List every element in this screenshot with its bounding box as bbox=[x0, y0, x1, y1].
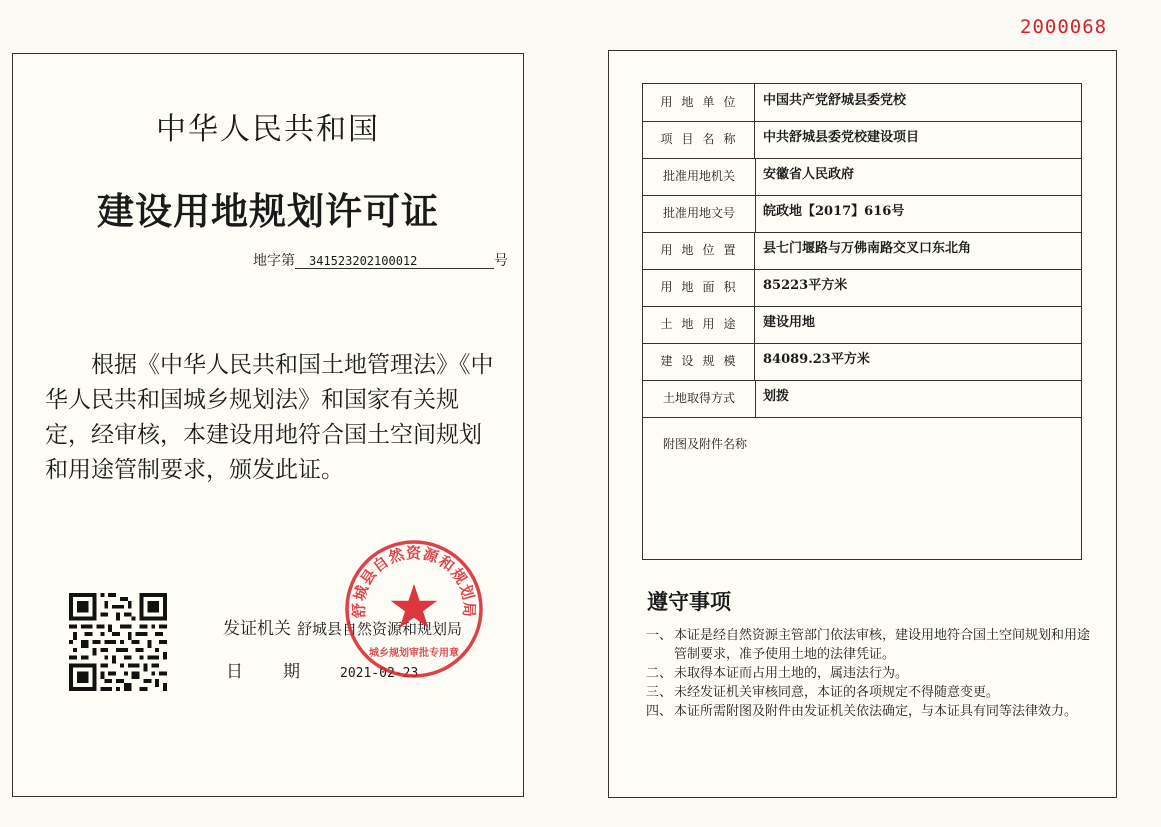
table-row bbox=[643, 380, 1081, 418]
rule-number: 一、 bbox=[646, 628, 673, 643]
issuer-label: 发证机关 bbox=[223, 619, 291, 639]
rules-list bbox=[646, 626, 1101, 721]
rules-title: 遵守事项 bbox=[647, 590, 731, 614]
row-value: 县七门堰路与万佛南路交叉口东北角 bbox=[763, 241, 972, 256]
certificate-body-text: 根据《中华人民共和国土地管理法》《中华人民共和国城乡规划法》和国家有关规定，经审核，本建设用地符合国土空间规划和用途管制要求，颁发此证。 bbox=[45, 352, 494, 483]
rule-text: 本证所需附图及附件由发证机关依法确定，与本证具有同等法律效力。 bbox=[674, 704, 1078, 719]
rule-text: 本证是经自然资源主管部门依法审核，建设用地符合国土空间规划和用途管制要求，准予使用土地的法律凭证。 bbox=[674, 628, 1091, 662]
row-label: 用地面积 bbox=[643, 269, 755, 306]
official-seal-icon bbox=[339, 534, 489, 684]
row-value: 建设用地 bbox=[763, 315, 816, 330]
list-item bbox=[646, 702, 1101, 721]
row-label: 土地取得方式 bbox=[643, 380, 756, 417]
rule-number: 三、 bbox=[646, 685, 673, 700]
certificate-details-panel bbox=[608, 50, 1117, 798]
table-row bbox=[643, 158, 1081, 196]
certificate-number-suffix: 号 bbox=[494, 253, 508, 269]
row-value: 中国共产党舒城县委党校 bbox=[763, 93, 907, 108]
date-label: 日期 bbox=[226, 662, 340, 682]
list-item bbox=[646, 626, 1101, 664]
country-name: 中华人民共和国 bbox=[156, 112, 380, 147]
attachments-label: 附图及附件名称 bbox=[663, 437, 748, 451]
row-value: 84089.23平方米 bbox=[763, 352, 870, 367]
row-label: 项目名称 bbox=[643, 121, 755, 158]
rule-text: 未经发证机关审核同意，本证的各项规定不得随意变更。 bbox=[674, 685, 1000, 700]
row-value: 划拨 bbox=[763, 389, 790, 404]
info-table bbox=[642, 83, 1082, 560]
table-row bbox=[643, 84, 1081, 122]
certificate-title: 建设用地规划许可证 bbox=[97, 190, 439, 233]
row-value: 安徽省人民政府 bbox=[763, 167, 855, 182]
row-value: 皖政地【2017】616号 bbox=[763, 204, 905, 219]
certificate-number bbox=[253, 250, 508, 270]
serial-number: 2000068 bbox=[1020, 16, 1108, 38]
certificate-front-panel bbox=[12, 53, 524, 797]
list-item bbox=[646, 683, 1101, 702]
row-value: 85223平方米 bbox=[763, 278, 848, 293]
table-row bbox=[643, 269, 1081, 307]
date-value: 2021-02-23 bbox=[340, 666, 419, 681]
table-row bbox=[643, 195, 1081, 233]
seal-outer-text: 舒城县自然资源和规划局 bbox=[349, 544, 479, 619]
issuer-value: 舒城县自然资源和规划局 bbox=[297, 620, 463, 638]
row-value: 中共舒城县委党校建设项目 bbox=[763, 130, 920, 145]
row-label: 建设规模 bbox=[643, 343, 755, 380]
rule-text: 未取得本证而占用土地的，属违法行为。 bbox=[674, 666, 909, 681]
certificate-number-prefix: 地字第 bbox=[253, 253, 295, 269]
row-label: 用地位置 bbox=[643, 232, 755, 269]
list-item bbox=[646, 664, 1101, 683]
row-label: 土地用途 bbox=[643, 306, 755, 343]
row-label: 用地单位 bbox=[643, 84, 755, 121]
table-row bbox=[643, 343, 1081, 381]
table-row bbox=[643, 121, 1081, 159]
table-row bbox=[643, 232, 1081, 270]
rule-number: 四、 bbox=[646, 704, 673, 719]
seal-inner-text: 城乡规划审批专用章 bbox=[369, 648, 459, 659]
row-label: 批准用地机关 bbox=[643, 158, 756, 195]
row-label: 批准用地文号 bbox=[643, 195, 756, 232]
rule-number: 二、 bbox=[646, 666, 673, 681]
table-row bbox=[643, 306, 1081, 344]
qr-code-icon bbox=[69, 592, 167, 692]
certificate-number-value: 341523202100012 bbox=[295, 254, 494, 269]
